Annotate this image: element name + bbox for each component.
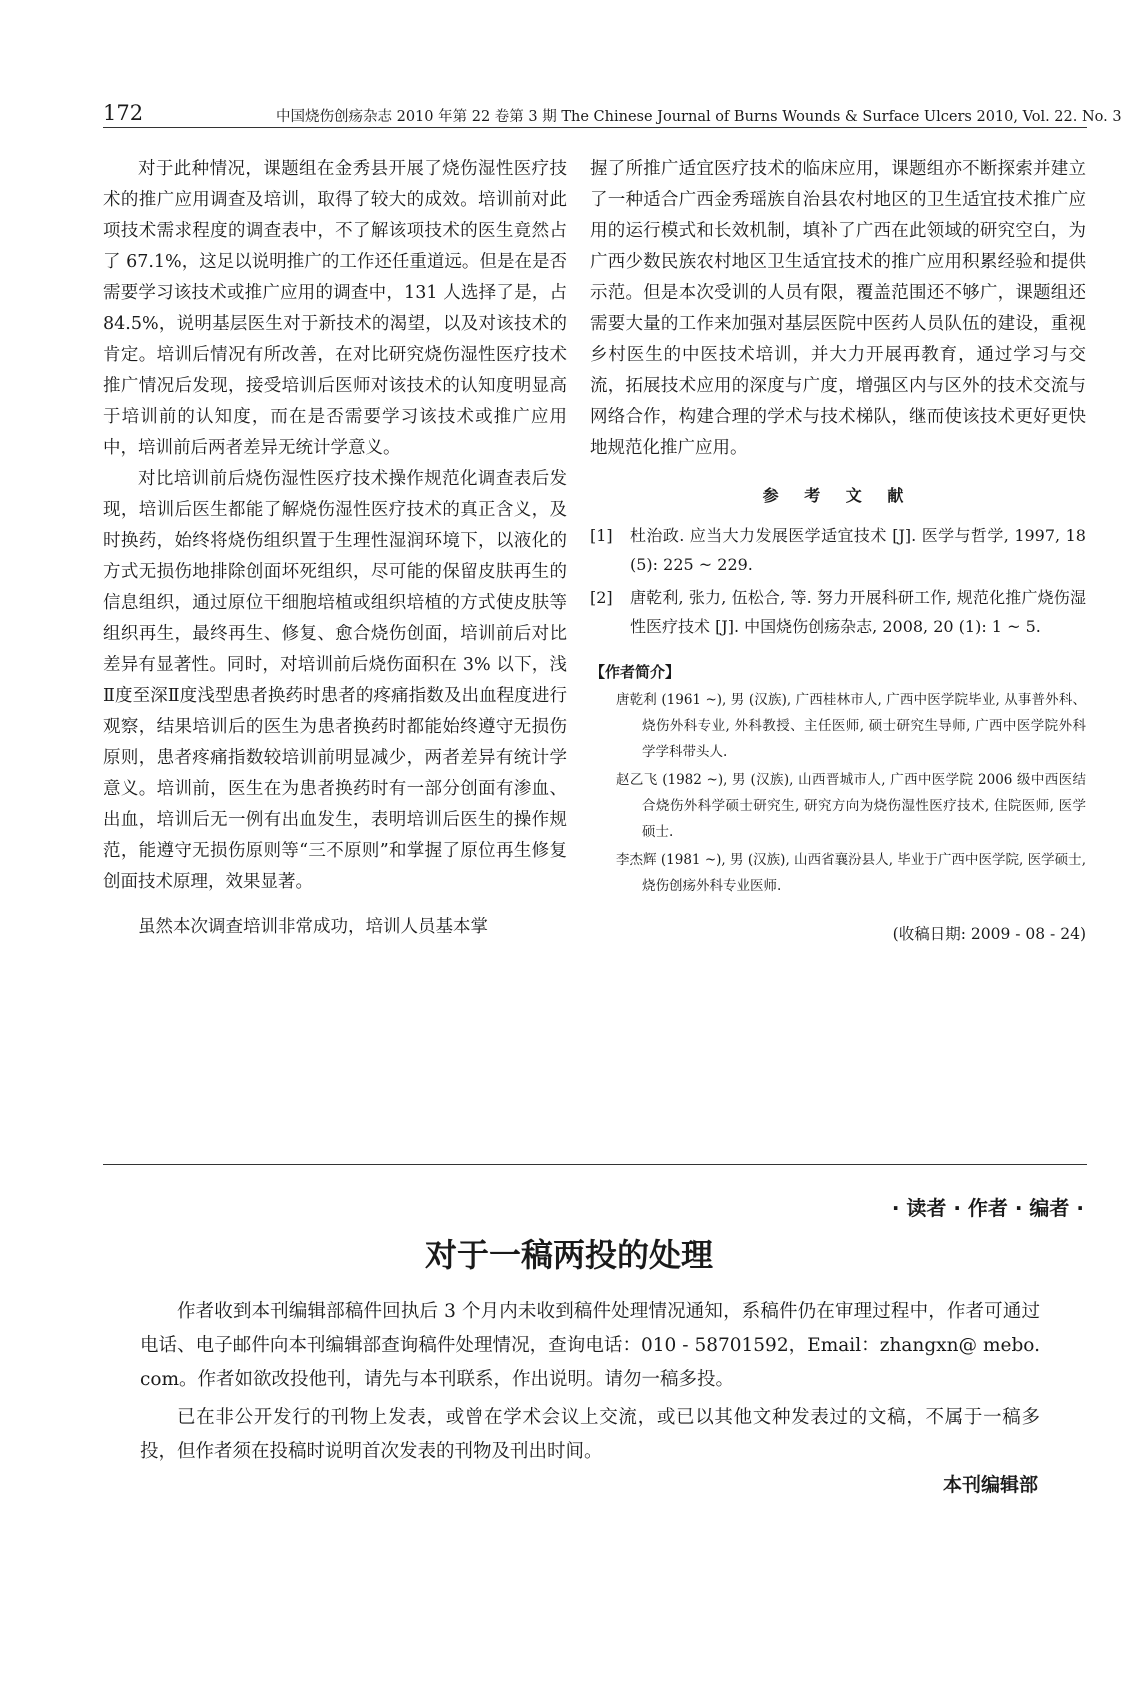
received-date: (收稿日期: 2009 - 08 - 24): [892, 925, 1086, 943]
reference-item: [590, 521, 1086, 579]
running-head: 中国烧伤创疡杂志 2010 年第 22 卷第 3 期 The Chinese Journal of Burns Wounds & Surface Ulcers 2010, Vol. 22. No. 3: [276, 109, 1122, 125]
reference-number: [2]: [590, 588, 613, 607]
body-paragraph: 对于此种情况，课题组在金秀县开展了烧伤湿性医疗技术的推广应用调查及培训，取得了较大的成效。培训前对此项技术需求程度的调查表中，不了解该项技术的医生竟然占了 67.1%，这足以说明推广的工作还任重道远。但是在是否需要学习该技术或推广应用的调查中，131 人选择了是，占 84.5%，说明基层医生对于新技术的渴望，以及对该技术的肯定。培训后情况有所改善，在对比研究烧伤湿性医疗技术推广情况后发现，接受培训后医师对该技术的认知度明显高于培训前的认知度，而在是否需要学习该技术或推广应用中，培训前后两者差异无统计学意义。: [103, 159, 567, 458]
column-tag: · 读者 · 作者 · 编者 ·: [891, 1196, 1084, 1220]
author-bio: 李杰辉 (1981 ~), 男 (汉族), 山西省襄汾县人, 毕业于广西中医学院, 医学硕士, 烧伤创疡外科专业医师.: [616, 852, 1086, 894]
body-paragraph: 握了所推广适宜医疗技术的临床应用，课题组亦不断探索并建立了一种适合广西金秀瑶族自治县农村地区的卫生适宜技术推广应用的运行模式和长效机制，填补了广西在此领域的研究空白，为广西少数民族农村地区卫生适宜技术的推广应用积累经验和提供示范。但是本次受训的人员有限，覆盖范围还不够广，课题组还需要大量的工作来加强对基层医院中医药人员队伍的建设，重视乡村医生的中医技术培训，并大力开展再教育，通过学习与交流，拓展技术应用的深度与广度，增强区内与区外的技术交流与网络合作，构建合理的学术与技术梯队，继而使该技术更好更快地规范化推广应用。: [590, 159, 1086, 458]
reference-text: 杜治政. 应当大力发展医学适宜技术 [J]. 医学与哲学, 1997, 18 (5): 225 ~ 229.: [630, 526, 1086, 574]
notice-title: 对于一稿两投的处理: [424, 1236, 713, 1274]
reference-item: [590, 583, 1086, 641]
left-column: [103, 154, 567, 943]
notice-signature: 本刊编辑部: [942, 1474, 1038, 1496]
notice-body: [140, 1295, 1040, 1473]
section-divider: [103, 1164, 1087, 1165]
author-bio: 赵乙飞 (1982 ~), 男 (汉族), 山西晋城市人, 广西中医学院 2006 级中西医结合烧伤外科学硕士研究生, 研究方向为烧伤湿性医疗技术, 住院医师, 医学硕士.: [616, 772, 1086, 840]
page-number: 172: [103, 101, 144, 125]
body-paragraph: 虽然本次调查培训非常成功，培训人员基本掌: [138, 917, 488, 937]
reference-number: [1]: [590, 526, 613, 545]
header-rule: [103, 127, 1087, 128]
notice-paragraph: 作者收到本刊编辑部稿件回执后 3 个月内未收到稿件处理情况通知，系稿件仍在审理过程中，作者可通过电话、电子邮件向本刊编辑部查询稿件处理情况，查询电话：010 - 58701592，Email：zhangxn@ mebo. com。作者如欲改投他刊，请先与本刊联系，作出说明。请勿一稿多投。: [140, 1301, 1040, 1390]
body-paragraph: 对比培训前后烧伤湿性医疗技术操作规范化调查表后发现，培训后医生都能了解烧伤湿性医疗技术的真正含义，及时换药，始终将烧伤组织置于生理性湿润环境下，以液化的方式无损伤地排除创面坏死组织，尽可能的保留皮肤再生的信息组织，通过原位干细胞培植或组织培植的方式使皮肤等组织再生，最终再生、修复、愈合烧伤创面，培训前后对比差异有显著性。同时，对培训前后烧伤面积在 3% 以下，浅Ⅱ度至深Ⅱ度浅型患者换药时患者的疼痛指数及出血程度进行观察，结果培训后的医生为患者换药时都能始终遵守无损伤原则，患者疼痛指数较培训前明显减少，两者差异有统计学意义。培训前，医生在为患者换药时有一部分创面有渗血、出血，培训后无一例有出血发生，表明培训后医生的操作规范，能遵守无损伤原则等“三不原则”和掌握了原位再生修复创面技术原理，效果显著。: [103, 469, 567, 892]
reference-text: 唐乾利, 张力, 伍松合, 等. 努力开展科研工作, 规范化推广烧伤湿性医疗技术 [J]. 中国烧伤创疡杂志, 2008, 20 (1): 1 ~ 5.: [630, 588, 1086, 636]
notice-paragraph: 已在非公开发行的刊物上发表，或曾在学术会议上交流，或已以其他文种发表过的文稿，不属于一稿多投，但作者须在投稿时说明首次发表的刊物及刊出时间。: [140, 1407, 1040, 1462]
references-title: 参 考 文 献: [762, 486, 914, 505]
right-column: [590, 154, 1086, 950]
author-bio: 唐乾利 (1961 ~), 男 (汉族), 广西桂林市人, 广西中医学院毕业, 从事普外科、烧伤外科专业, 外科教授、主任医师, 硕士研究生导师, 广西中医学院外科学学科带头人.: [616, 692, 1086, 760]
author-intro-title: 【作者简介】: [590, 663, 681, 681]
